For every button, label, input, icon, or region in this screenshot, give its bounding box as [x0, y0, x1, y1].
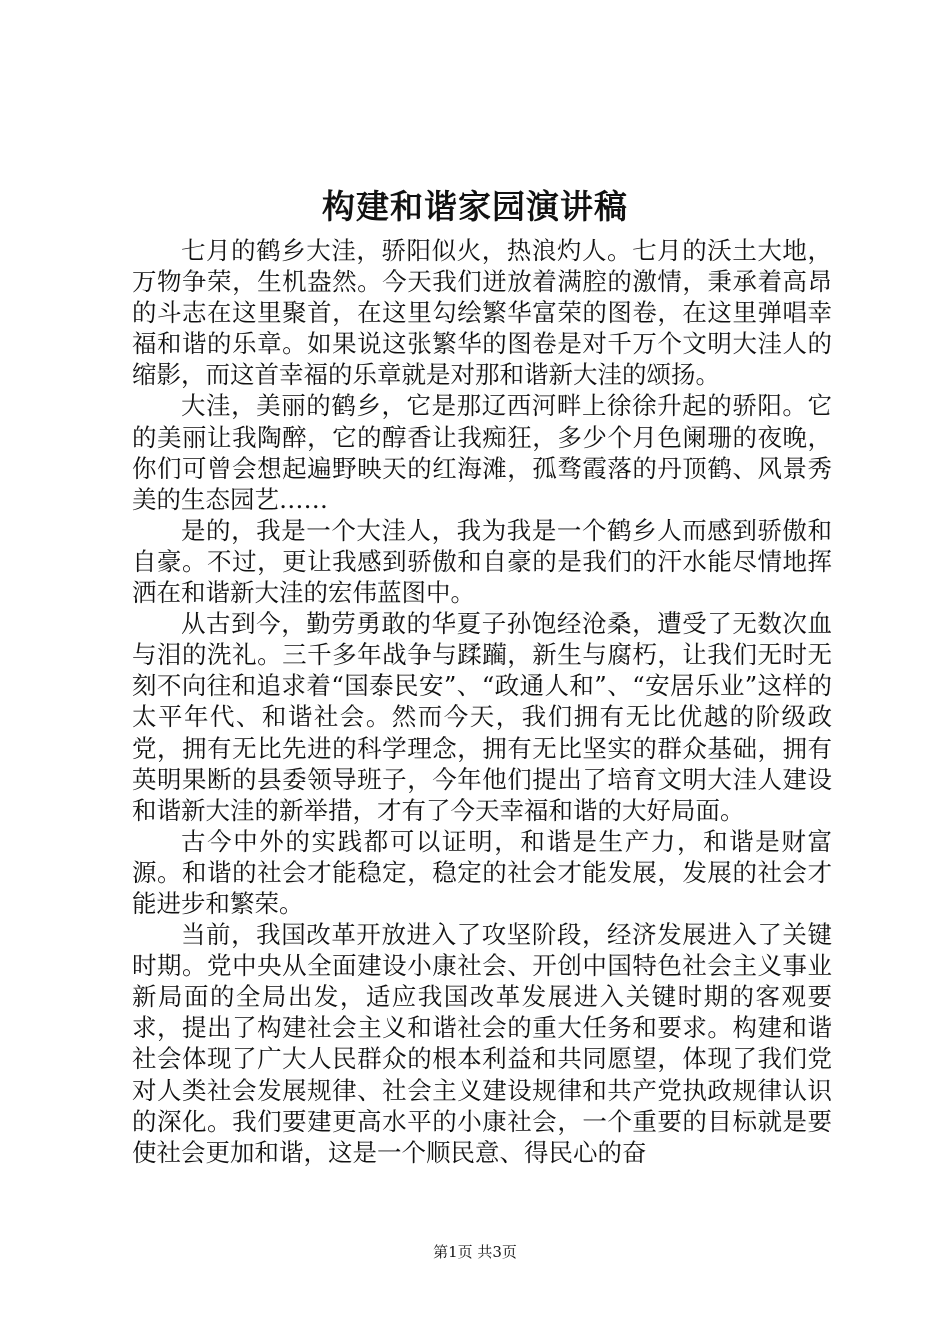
paragraph: 从古到今，勤劳勇敢的华夏子孙饱经沧桑，遭受了无数次血与泪的洗礼。三千多年战争与蹂躏，新生与腐朽，让我们无时无刻不向往和追求着“国泰民安”、“政通人和”、“安居乐业”这样的太平年代、和谐社会。然而今天，我们拥有无比优越的阶级政党，拥有无比先进的科学理念，拥有无比坚实的群众基础，拥有英明果断的县委领导班子，今年他们提出了培育文明大洼人建设和谐新大洼的新举措，才有了今天幸福和谐的大好局面。	[132, 609, 832, 825]
paragraph: 大洼，美丽的鹤乡，它是那辽西河畔上徐徐升起的骄阳。它的美丽让我陶醉，它的醇香让我痴狂，多少个月色阑珊的夜晚，你们可曾会想起遍野映天的红海滩，孤骛霞落的丹顶鹤、风景秀美的生态园艺……	[132, 391, 832, 514]
paragraph: 是的，我是一个大洼人，我为我是一个鹤乡人而感到骄傲和自豪。不过，更让我感到骄傲和自豪的是我们的汗水能尽情地挥洒在和谐新大洼的宏伟蓝图中。	[132, 515, 832, 608]
document-body	[132, 235, 832, 1168]
paragraph: 当前，我国改革开放进入了攻坚阶段，经济发展进入了关键时期。党中央从全面建设小康社会、开创中国特色社会主义事业新局面的全局出发，适应我国改革发展进入关键时期的客观要求，提出了构建社会主义和谐社会的重大任务和要求。构建和谐社会体现了广大人民群众的根本利益和共同愿望，体现了我们党对人类社会发展规律、社会主义建设规律和共产党执政规律认识的深化。我们要建更高水平的小康社会，一个重要的目标就是要使社会更加和谐，这是一个顺民意、得民心的奋	[132, 920, 832, 1167]
document-title: 构建和谐家园演讲稿	[322, 187, 628, 226]
paragraph: 古今中外的实践都可以证明，和谐是生产力，和谐是财富源。和谐的社会才能稳定，稳定的社会才能发展，发展的社会才能进步和繁荣。	[132, 826, 832, 918]
paragraph: 七月的鹤乡大洼，骄阳似火，热浪灼人。七月的沃土大地，万物争荣，生机盎然。今天我们迸放着满腔的激情，秉承着高昂的斗志在这里聚首，在这里勾绘繁华富荣的图卷，在这里弹唱幸福和谐的乐章。如果说这张繁华的图卷是对千万个文明大洼人的缩影，而这首幸福的乐章就是对那和谐新大洼的颂扬。	[132, 236, 832, 390]
page-footer: 第1页 共3页	[433, 1243, 517, 1261]
